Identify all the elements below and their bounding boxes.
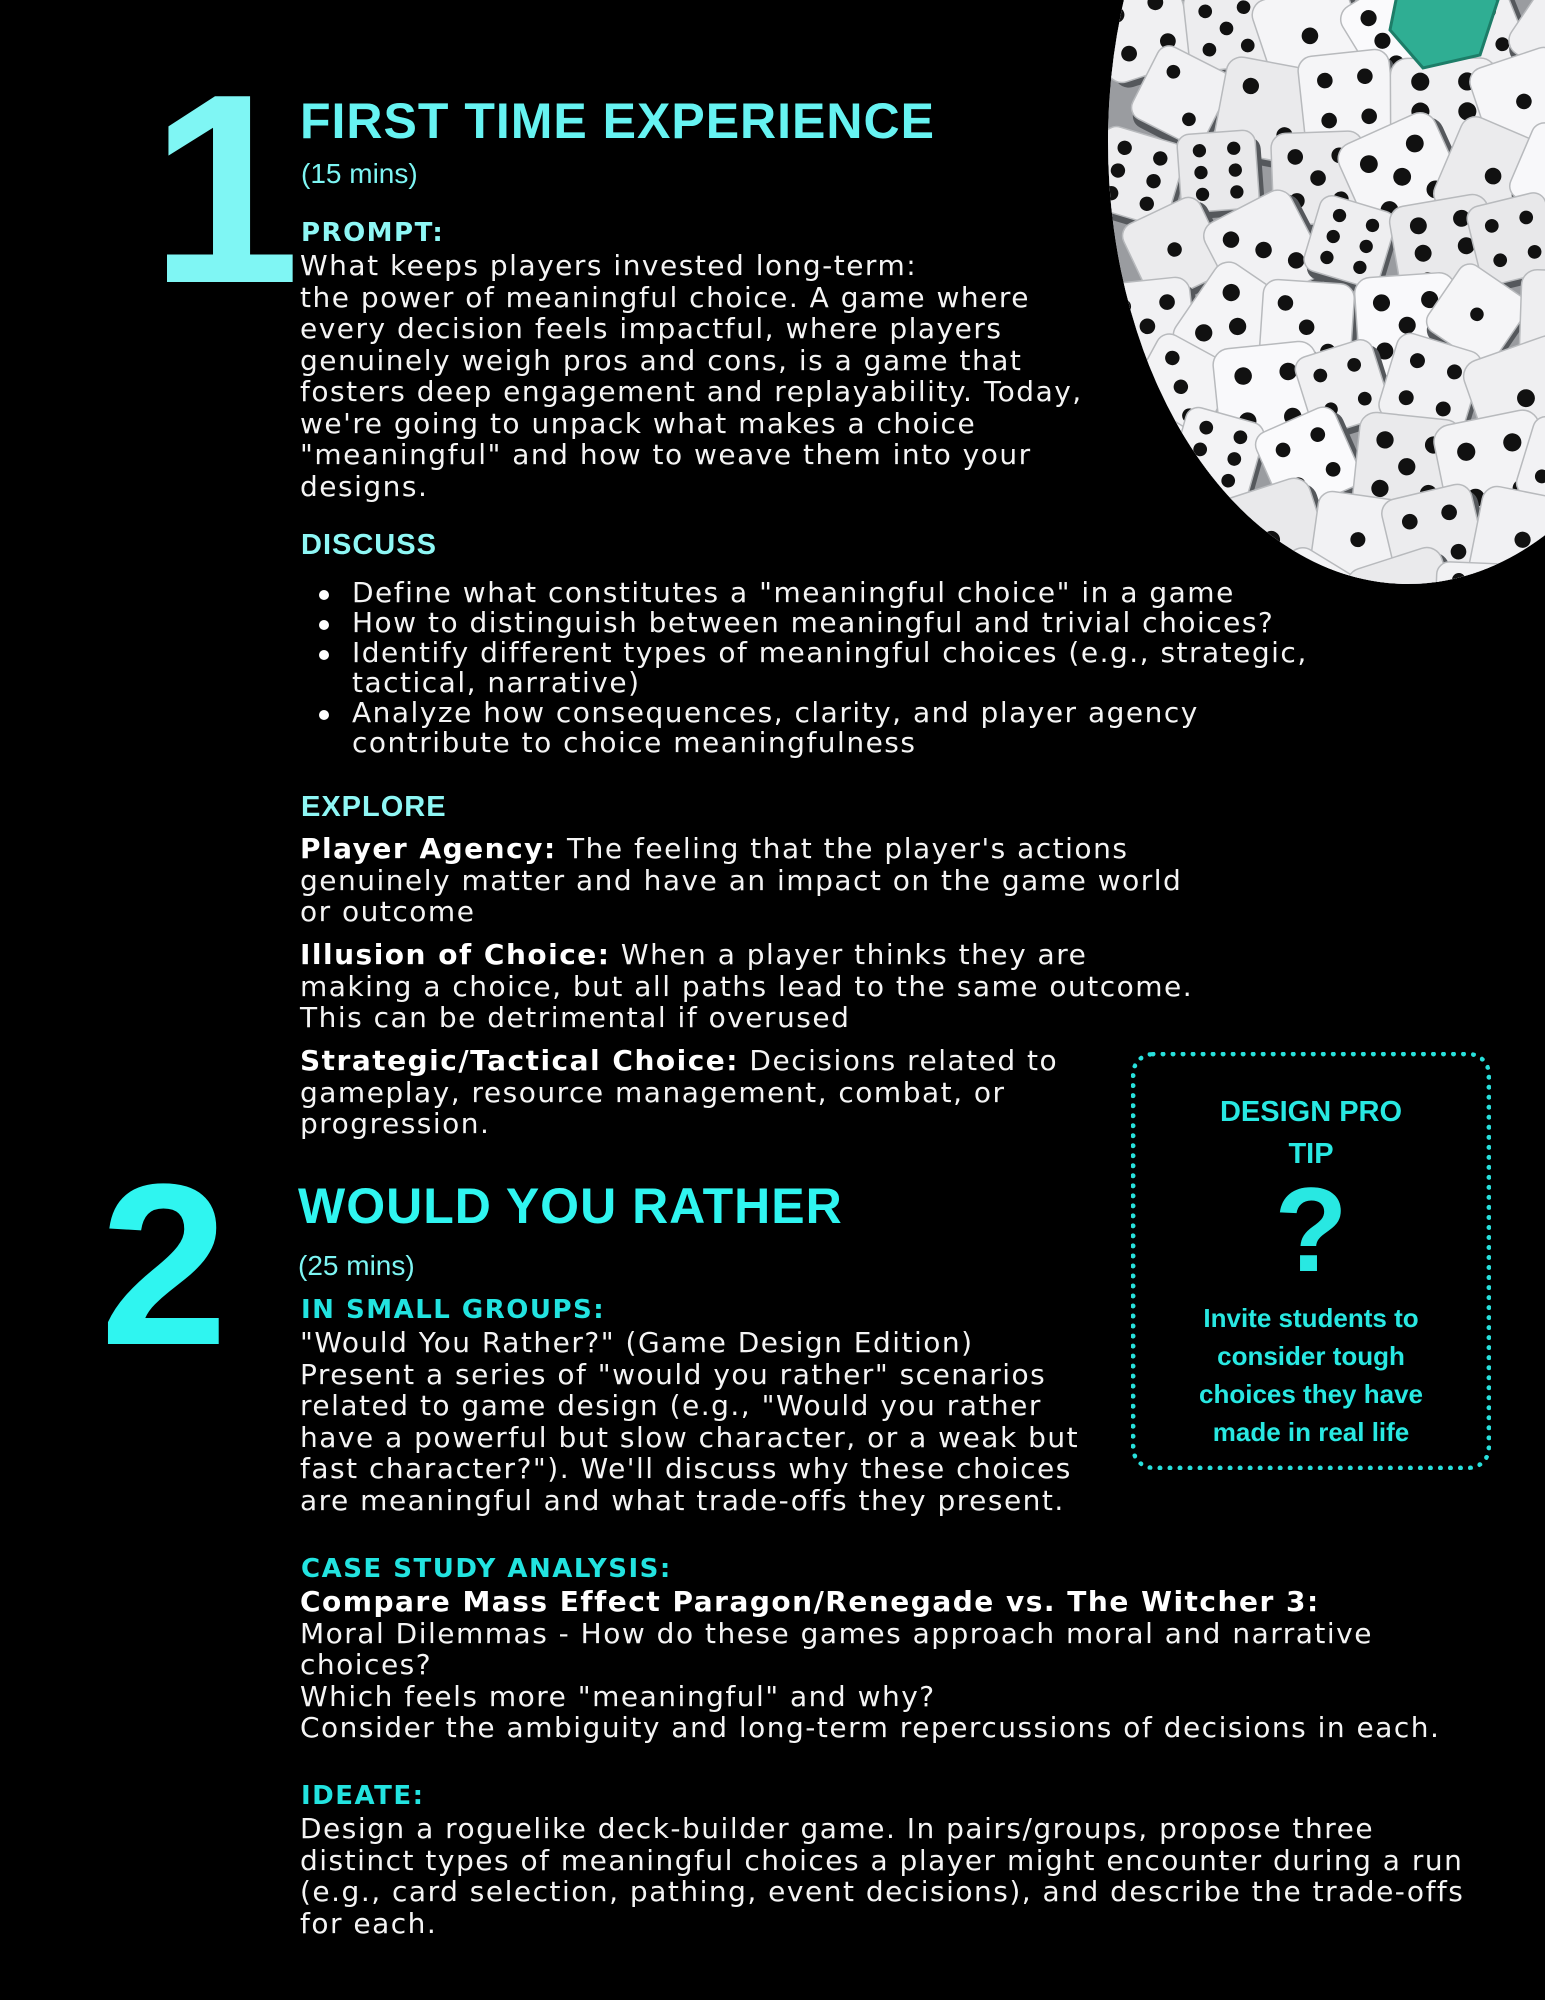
dice-photo <box>1108 0 1545 584</box>
tip-text-line: consider tough <box>1217 1341 1405 1371</box>
explore-line: making a choice, but all paths lead to the same outcome. <box>300 969 1194 1003</box>
list-item <box>300 638 1400 698</box>
groups-line: related to game design (e.g., "Would you rather <box>300 1389 1042 1422</box>
small-groups-text <box>300 1327 1120 1516</box>
groups-line: have a powerful but slow character, or a weak but <box>300 1420 1080 1454</box>
explore-line: or outcome <box>300 895 476 928</box>
tip-text-line: made in real life <box>1212 1417 1410 1447</box>
explore-item-strategic <box>300 1045 1120 1140</box>
list-item-text-cont: contribute to choice meaningfulness <box>352 726 917 759</box>
ideate-line: distinct types of meaningful choices a player might encounter during a run <box>300 1843 1464 1877</box>
prompt-line: genuinely weigh pros and cons, is a game that <box>300 343 1023 377</box>
list-item <box>300 608 1400 638</box>
explore-item-player-agency <box>300 833 1250 928</box>
section-1-title: FIRST TIME EXPERIENCE <box>300 93 935 149</box>
tip-title-line: DESIGN PRO <box>1219 1096 1403 1128</box>
case-study-label: CASE STUDY ANALYSIS: <box>301 1554 672 1584</box>
groups-line: are meaningful and what trade-offs they present. <box>300 1483 1065 1517</box>
prompt-line: designs. <box>300 469 429 503</box>
list-item <box>300 698 1400 758</box>
groups-line: Present a series of "would you rather" scenarios <box>300 1357 1047 1391</box>
ideate-text <box>300 1813 1520 1939</box>
design-pro-tip-box <box>1131 1052 1491 1470</box>
small-groups-label: IN SMALL GROUPS: <box>301 1295 606 1325</box>
list-item-text: Identify different types of meaningful choices (e.g., strategic, <box>352 636 1308 669</box>
explore-line: This can be detrimental if overused <box>300 1001 851 1034</box>
discuss-label: DISCUSS <box>301 529 437 561</box>
prompt-line: "meaningful" and how to weave them into your <box>300 438 1032 471</box>
explore-term: Illusion of Choice: <box>300 938 611 971</box>
list-item <box>300 578 1400 608</box>
explore-term: Player Agency: <box>300 832 557 865</box>
explore-desc: The feeling that the player's actions <box>556 832 1129 865</box>
section-1-number: 1 <box>150 39 301 340</box>
prompt-line: the power of meaningful choice. A game where <box>300 280 1031 314</box>
case-heading-text: Compare Mass Effect Paragon/Renegade vs. The Witcher 3: <box>300 1585 1320 1618</box>
prompt-line: every decision feels impactful, where players <box>300 312 1003 345</box>
tip-title-line: TIP <box>1288 1138 1334 1170</box>
explore-line <box>300 939 1250 971</box>
groups-line: fast character?"). We'll discuss why these choices <box>300 1452 1072 1485</box>
explore-term: Strategic/Tactical Choice: <box>300 1044 739 1077</box>
section-1-duration: (15 mins) <box>301 158 418 189</box>
explore-desc: When a player thinks they are <box>610 938 1088 971</box>
case-line: Moral Dilemmas - How do these games approach moral and narrative <box>300 1616 1373 1650</box>
explore-line: gameplay, resource management, combat, or <box>300 1075 1006 1109</box>
ideate-label: IDEATE: <box>301 1781 425 1811</box>
groups-line: "Would You Rather?" (Game Design Edition) <box>300 1326 974 1359</box>
list-item-text: Define what constitutes a "meaningful choice" in a game <box>352 576 1235 609</box>
discuss-list <box>300 578 1400 758</box>
die <box>1434 561 1522 584</box>
list-item-text-cont: tactical, narrative) <box>352 666 641 699</box>
explore-item-illusion <box>300 939 1250 1034</box>
explore-desc: Decisions related to <box>739 1044 1059 1077</box>
list-item-text: Analyze how consequences, clarity, and player agency <box>352 696 1199 729</box>
case-line: Which feels more "meaningful" and why? <box>300 1679 936 1713</box>
explore-line <box>300 1045 1120 1077</box>
prompt-line: fosters deep engagement and replayability. Today, <box>300 375 1083 408</box>
prompt-line: we're going to unpack what makes a choice <box>300 406 977 440</box>
tip-text <box>1136 1299 1486 1451</box>
prompt-label: PROMPT: <box>301 218 445 248</box>
section-2-duration: (25 mins) <box>298 1250 415 1281</box>
case-heading <box>300 1586 1500 1618</box>
ideate-line: for each. <box>300 1906 438 1940</box>
prompt-text <box>300 250 1120 502</box>
explore-line: progression. <box>300 1107 491 1140</box>
explore-label: EXPLORE <box>301 791 447 823</box>
tip-text-line: Invite students to <box>1203 1303 1419 1333</box>
ideate-line: Design a roguelike deck-builder game. In pairs/groups, propose three <box>300 1812 1375 1845</box>
tip-text-line: choices they have <box>1199 1379 1423 1409</box>
section-2-title: WOULD YOU RATHER <box>298 1178 843 1234</box>
explore-line: genuinely matter and have an impact on the game world <box>300 863 1183 897</box>
case-line: choices? <box>300 1648 433 1681</box>
explore-line <box>300 833 1250 865</box>
list-item-text: How to distinguish between meaningful and trivial choices? <box>352 606 1275 639</box>
ideate-line: (e.g., card selection, pathing, event decisions), and describe the trade-offs <box>300 1875 1465 1908</box>
question-mark-icon: ? <box>1274 1163 1348 1297</box>
prompt-line: What keeps players invested long-term: <box>300 249 918 282</box>
case-study-text <box>300 1586 1500 1744</box>
section-2-number: 2 <box>100 1136 228 1393</box>
case-line: Consider the ambiguity and long-term repercussions of decisions in each. <box>300 1711 1441 1744</box>
